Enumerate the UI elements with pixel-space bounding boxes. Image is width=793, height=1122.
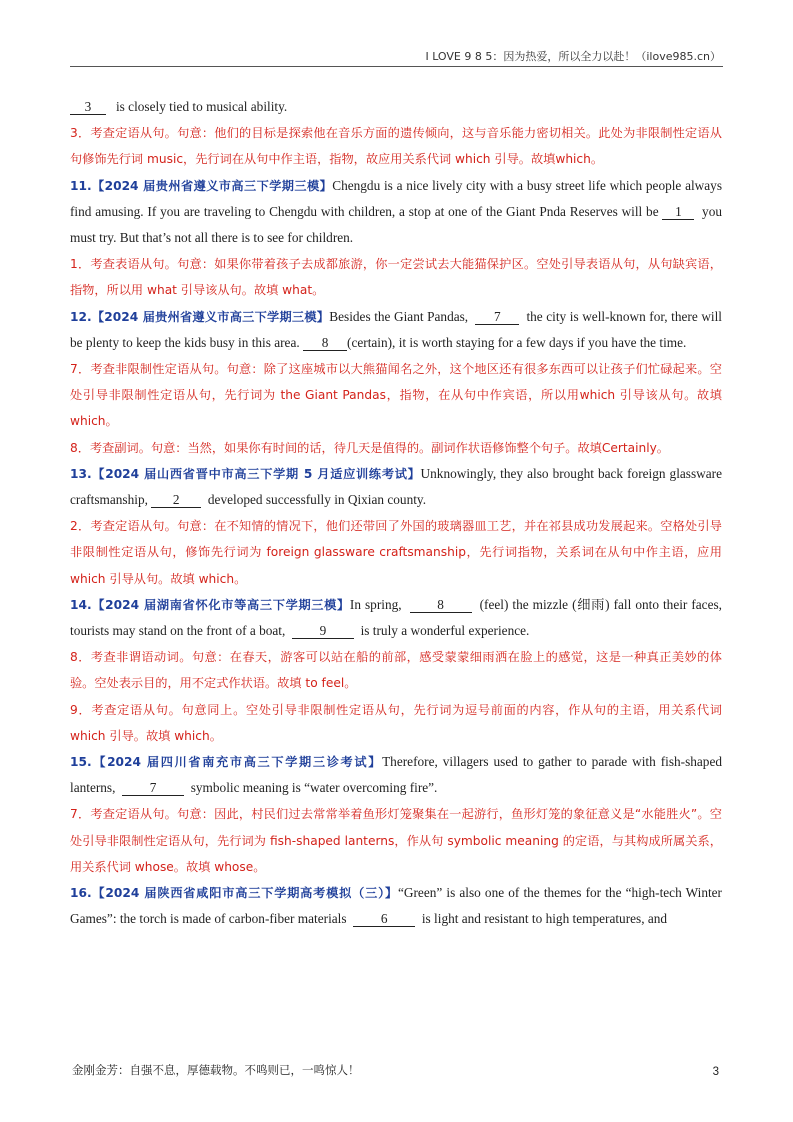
q16-text-2: is light and resistant to high temperatures, and — [421, 911, 668, 927]
q12-text-1: Besides the Giant Pandas, — [329, 308, 469, 324]
q11-source: 【2024 届贵州省遵义市高三下学期三模】 — [91, 178, 333, 193]
q15-text-1: Therefore, villagers used to gather to parade with fish-shaped lanterns, — [70, 754, 722, 796]
q11-text-2: you must try. But that’s not all there is to see for children. — [70, 203, 722, 246]
q15-answer: 7．考查定语从句。句意：因此，村民们过去常常举着鱼形灯笼聚集在一起游行，鱼形灯笼的象征意义是“水能胜火”。空处引导非限制性定语从句，先行词为 fish-shaped lanterns，作从句 symbolic meaning 的定语，与其构成所属关系，用关系代词 whose。故填 whose。 — [70, 807, 722, 874]
q13-number: 13. — [70, 466, 92, 481]
q15-text-2: symbolic meaning is “water overcoming fire”. — [190, 780, 438, 796]
q11-answer: 1．考查表语从句。句意：如果你带着孩子去成都旅游，你一定尝试去大能猫保护区。空处引导表语从句，从句缺宾语，指物，所以用 what 引导该从句。故填 what。 — [70, 257, 722, 298]
q14-text-1: In spring, — [349, 596, 402, 612]
q10-question — [70, 94, 722, 120]
q15-question — [70, 749, 722, 801]
q14-text-3: is truly a wonderful experience. — [360, 623, 530, 639]
q10-text: is closely tied to musical ability. — [115, 99, 288, 114]
q16-blank: 6 — [353, 912, 415, 927]
q14-number: 14. — [70, 597, 92, 612]
q14-answer-1: 8．考查非谓语动词。句意：在春天，游客可以站在船的前部，感受蒙蒙细雨洒在脸上的感觉，这是一种真正美妙的体验。空处表示目的，用不定式作状语。故填 to feel。 — [70, 650, 722, 691]
q13-text-2: developed successfully in Qixian county. — [207, 492, 427, 508]
q13-text-1: Unknowingly, they also brought back foreign glassware craftsmanship, — [70, 465, 722, 508]
q13-question — [70, 461, 722, 513]
header-rule — [70, 66, 723, 67]
q12-blank-1: 7 — [475, 310, 519, 325]
q16-source: 【2024 届陕西省咸阳市高三下学期高考模拟（三）】 — [91, 886, 398, 901]
page-number: 3 — [712, 1066, 719, 1078]
q15-source: 【2024 届四川省南充市高三下学期三诊考试】 — [91, 755, 383, 770]
q12-number: 12. — [70, 309, 92, 324]
q12-text-3: (certain), it is worth staying for a few days if you have the time. — [347, 334, 687, 350]
q12-answer-1: 7．考查非限制性定语从句。句意：除了这座城市以大熊猫闻名之外，这个地区还有很多东西可以让孩子们忙碌起来。空处引导非限制性定语从句，先行词为 the Giant Pandas，指物，在从句中作宾语，所以用which 引导该从句。故填 which。 — [70, 362, 722, 429]
q16-number: 16. — [70, 886, 92, 901]
footer-motto: 金刚金芳：自强不息，厚德载物。不鸣则已，一鸣惊人！ — [72, 1063, 360, 1077]
q12-question — [70, 304, 722, 356]
q14-blank-1: 8 — [410, 598, 472, 613]
q14-blank-2: 9 — [292, 624, 354, 639]
q16-question — [70, 880, 722, 932]
q11-blank: 1 — [662, 205, 694, 220]
q10-blank: 3 — [70, 100, 106, 115]
q12-blank-2: 8 — [303, 336, 347, 351]
q10-answer: 3．考查定语从句。句意：他们的目标是探索他在音乐方面的遗传倾向，这与音乐能力密切相关。此处为非限制性定语从句修饰先行词 music，先行词在从句中作主语，指物，故应用关系代词 which 引导。故填which。 — [70, 126, 722, 167]
q12-text-2: the city is well-known for, there will be plenty to keep the kids busy in this area. — [70, 308, 723, 350]
document-body — [70, 94, 722, 933]
q15-number: 15. — [70, 755, 92, 770]
q11-number: 11. — [70, 178, 92, 193]
page-header: I LOVE 9 8 5：因为热爱，所以全力以赴！（ilove985.cn） — [425, 50, 721, 63]
q12-answer-2: 8．考查副词。句意：当然，如果你有时间的话，待几天是值得的。副词作状语修饰整个句子。故填Certainly。 — [70, 440, 669, 455]
q14-source: 【2024 届湖南省怀化市等高三下学期三模】 — [91, 597, 350, 612]
q13-source: 【2024 届山西省晋中市高三下学期 5 月适应训练考试】 — [91, 466, 421, 481]
q13-answer: 2．考查定语从句。句意：在不知情的情况下，他们还带回了外国的玻璃器皿工艺，并在祁县成功发展起来。空格处引导非限制性定语从句，修饰先行词为 foreign glassware craftsmanship，先行词指物，关系词在从句中作主语，应用 which 引导从句。故填 which。 — [70, 519, 722, 586]
q11-text-1: Chengdu is a nice lively city with a busy street life which people always find amusing. If you are traveling to Chengdu with children, a stop at one of the Giant Pnda Reserves will be — [70, 177, 723, 219]
q14-answer-2: 9．考查定语从句。句意同上。空处引导非限制性定语从句，先行词为逗号前面的内容，作从句的主语，用关系代词 which 引导。故填 which。 — [70, 702, 722, 743]
q14-text-2: (feel) the mizzle (细雨) fall onto their faces, tourists may stand on the front of a boat, — [70, 596, 722, 639]
q14-question — [70, 592, 722, 644]
q13-blank: 2 — [151, 493, 201, 508]
q15-blank: 7 — [122, 781, 184, 796]
q16-text-1: “Green” is also one of the themes for the “high-tech Winter Games”: the torch is made of carbon-fiber materials — [70, 885, 722, 927]
q12-source: 【2024 届贵州省遵义市高三下学期三模】 — [91, 309, 330, 324]
q11-question — [70, 173, 722, 252]
